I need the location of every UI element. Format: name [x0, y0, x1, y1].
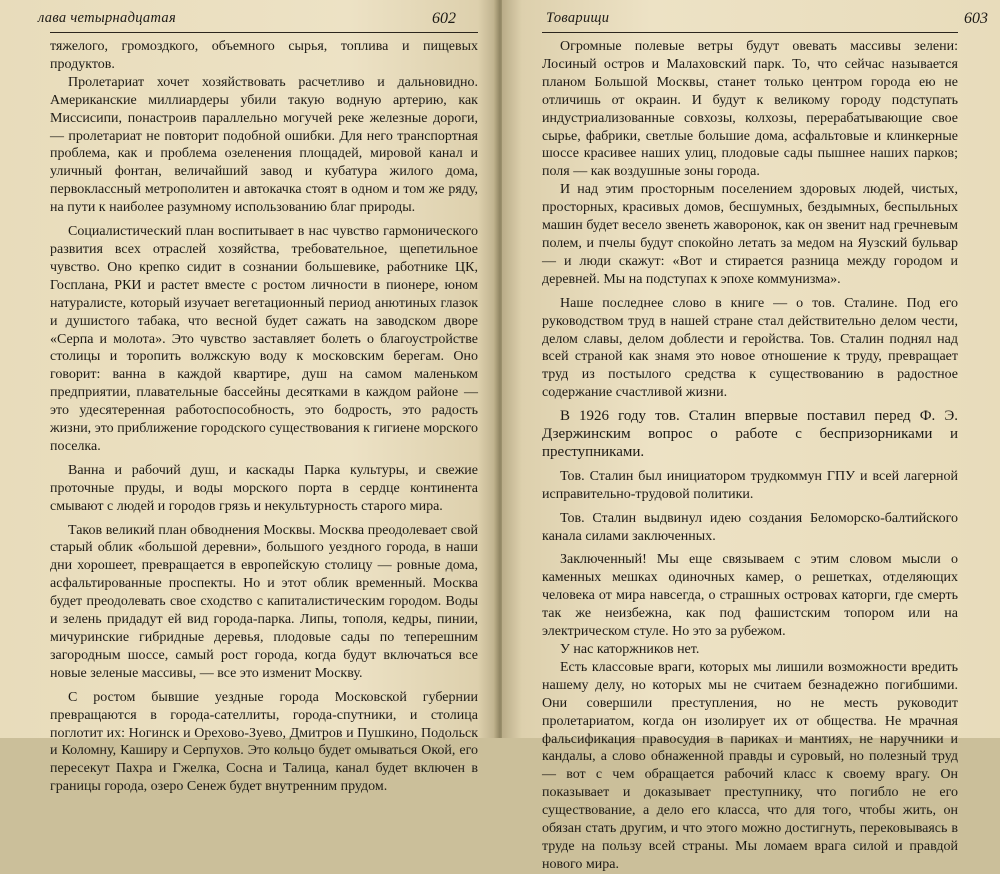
right-page — [502, 0, 1000, 872]
right-running-head — [542, 0, 988, 33]
left-running-head — [38, 0, 478, 33]
right-page-number: 603 — [964, 10, 988, 27]
paragraph: Социалистический план воспитывает в нас чувство гармонического развития всех отраслей хозяйства, требовательное, щепетильное чувство. Оно крепко сидит в сознании большевике, работнике ЦК, Госплана, РКИ и растет вместе с ростом личности в пионере, юном натуралисте, который изучает вегетационный период анютиных глазок и душистого табака, что весной будет сажать на заводском дворе «Серпа и молота». Это чувство заставляет болеть о благоустройстве столицы и торопить волжскую воду к московским берегам. Оно говорит: ванна в каждой квартире, душ на самом маленьком предприятии, плавательные бассейны десятками в каждом районе — это удесятеренная работоспособность, это бодрость, это радость жизни, это приближение городского существования к гигиене морского поселка. — [50, 224, 478, 454]
paragraph: тяжелого, громоздкого, объемного сырья, топлива и пищевых продуктов. — [50, 39, 478, 72]
paragraph: В 1926 году тов. Сталин впервые поставил перед Ф. Э. Дзержинским вопрос о работе с беспризорниками и преступниками. — [542, 408, 958, 460]
paragraph: С ростом бывшие уездные города Московской губернии превращаются в города-сателлиты, города-спутники, и столица поглотит их: Ногинск и Орехово-Зуево, Дмитров и Пушкино, Подольск и Коломну, Каширу и Серпухов. Это кольцо будет омываться Окой, его пересекут Пахра и Гжелка, Сосна и Талица, канал будет включен в границы города, озеро Сенеж будет внутренним прудом. — [50, 689, 478, 795]
paragraph: Тов. Сталин был инициатором трудкоммун ГПУ и всей лагерной исправительно-трудовой политики. — [542, 468, 958, 502]
left-page — [0, 0, 498, 795]
paragraph: Таков великий план обводнения Москвы. Москва преодолевает свой старый облик «большой деревни», большого уездного города, в наши дни хорошеет, превращается в европейскую столицу — ровные дома, асфальтированные проспекты. Но и этот облик временный. Москва будет преодолевать свое сходство с капиталистическим городом. Воды и зелень придадут ей вид города-парка. Липы, тополя, кедры, пинии, мичуринские гибридные деревья, плодовые сады по теперешним загородным шоссе, самый рост города, когда будут включаться все новые зеленые массивы, — все это изменит Москву. — [50, 522, 478, 681]
paragraph: Наше последнее слово в книге — о тов. Сталине. Под его руководством труд в нашей стране стал действительно делом чести, делом славы, делом доблести и геройства. Тов. Сталин поднял над всей страной как знамя это новое отношение к труду, превращает труд из постылого средства к существованию в радостное содержание счастливой жизни. — [542, 295, 958, 401]
paragraph: У нас каторжников нет. — [560, 642, 700, 657]
paragraph: Ванна и рабочий душ, и каскады Парка культуры, и свежие проточные пруды, и воды морского порта в сердце континента смывают с людей и городов грязь и некультурность старого мира. — [50, 462, 478, 514]
paragraph: И над этим просторным поселением здоровых людей, чистых, просторных, красивых домов, бесшумных, бездымных, беспыльных машин будет весело звенеть жаворонок, как он звенит над гречневым полем, и пчелы будут спокойно летать за медом на Яузский бульвар — и люди скажут: «Вот и стирается разница между городом и деревней. Мы на подступах к эпохе коммунизма». — [542, 182, 958, 287]
left-page-text — [50, 38, 478, 796]
paragraph: Есть классовые враги, которых мы лишили возможности вредить нашему делу, но которых мы не считаем безнадежно погибшими. Они совершили преступления, но не месть руководит пролетариатом, когда он изолирует их от общества. Не мрачная фальсификация правосудия в париках и мантиях, не наручники и кандалы, а слово обнаженной правды и суровый, но полезный труд — вот с чем обращается рабочий класс к своему врагу. Он показывает и доказывает преступнику, что погибло не его существование, а дело его класса, что для того, чтобы жить, он обязан стать другим, и что этого можно достигнуть, перековываясь в труде на пользу всей страны. Мы ломаем врага силой и правдой нового мира. — [542, 659, 958, 872]
left-running-title: лава четырнадцатая — [38, 10, 177, 26]
right-running-title: Товарищи — [546, 10, 610, 26]
right-page-text — [542, 38, 958, 874]
paragraph: Огромные полевые ветры будут овевать массивы зелени: Лосиный остров и Малаховский парк. То, что сейчас называется планом Большой Москвы, станет только центром города ею не отличишь от окраин. И будут к великому городу подступать индустриализованные совхозы, колхозы, перерабатывающие свое сырье, фабрики, светлые большие дома, асфальтовые и клинкерные шоссе красивее наших улиц, плодовые сады пышнее наших парков; поля — как воздушные зоны города. — [542, 39, 958, 180]
paragraph: Пролетариат хочет хозяйствовать расчетливо и дальновидно. Американские миллиардеры убили такую водную артерию, как Миссисипи, понастроив параллельно могучей реке железные дороги, — пролетариат не повторит подобной ошибки. Для него транспортная проблема, как и проблема озеленения площадей, мировой канал и уличный фонтан, величайший завод и кубатура жилого дома, первоклассный метрополитен и автокачка стоят в одном и том же ряду, на пути к наиболее разумному использованию благ природы. — [50, 74, 478, 216]
paragraph: Заключенный! Мы еще связываем с этим словом мысли о каменных мешках одиночных камер, о решетках, отделяющих человека от мира навсегда, о страшных островах каторги, где смерть так же неизбежна, как под фашистским топором или на электрическом стуле. Но это за рубежом. — [542, 552, 958, 640]
left-page-number: 602 — [432, 10, 456, 27]
paragraph: Тов. Сталин выдвинул идею создания Беломорско-балтийского канала силами заключенных. — [542, 510, 958, 544]
